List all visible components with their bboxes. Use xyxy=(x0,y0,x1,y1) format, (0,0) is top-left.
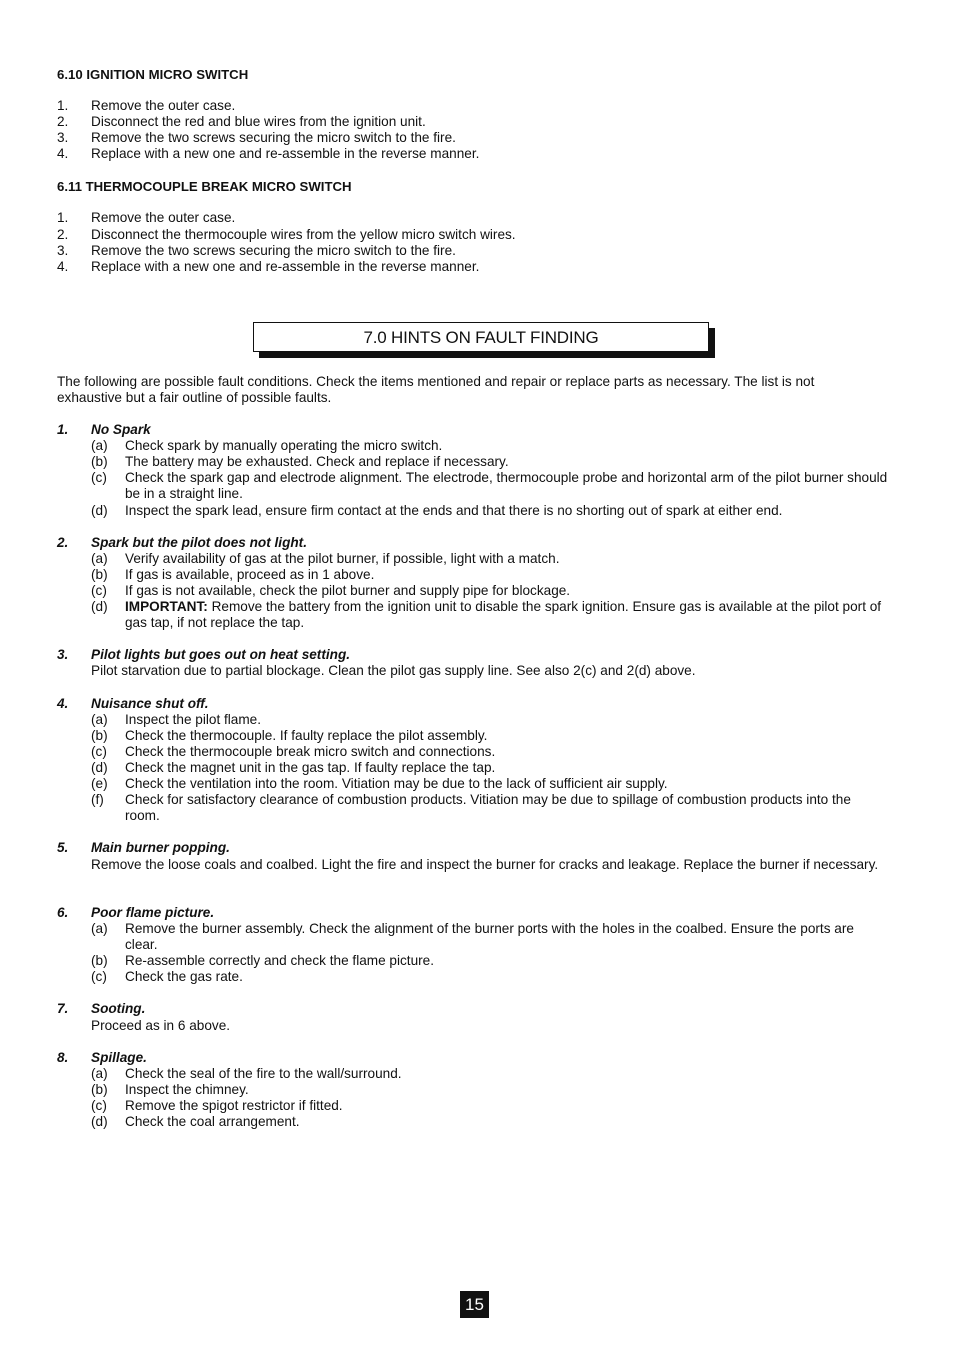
step-number: 1. xyxy=(57,98,69,113)
item-letter: (d) xyxy=(91,503,108,518)
fault-number: 2. xyxy=(57,535,69,550)
step-number: 1. xyxy=(57,210,69,225)
item-letter: (b) xyxy=(91,953,108,968)
step-text: Replace with a new one and re-assemble in the reverse manner. xyxy=(91,146,480,161)
important-text: Remove the battery from the ignition unit to disable the spark ignition. Ensure gas is available at the pilot port of gas tap, if not replace the tap. xyxy=(125,599,882,631)
item-letter: (a) xyxy=(91,438,108,453)
step-text: Disconnect the thermocouple wires from the yellow micro switch wires. xyxy=(91,227,516,242)
fault-number: 1. xyxy=(57,422,69,437)
item-letter: (d) xyxy=(91,1114,108,1129)
section-7-heading: 7.0 HINTS ON FAULT FINDING xyxy=(363,328,599,347)
item-text: Check the thermocouple. If faulty replace the pilot assembly. xyxy=(125,728,488,743)
step-text: Remove the outer case. xyxy=(91,210,236,225)
item-letter: (b) xyxy=(91,1082,108,1097)
section-6-11-heading: 6.11 THERMOCOUPLE BREAK MICRO SWITCH xyxy=(57,179,352,194)
item-text: Check the spark gap and electrode alignment. The electrode, thermocouple probe and horizontal arm of the pilot burner should be in a straight line. xyxy=(125,470,888,502)
item-letter: (c) xyxy=(91,470,107,485)
step-number: 4. xyxy=(57,259,69,274)
fault-title: Nuisance shut off. xyxy=(91,696,209,711)
fault-number: 8. xyxy=(57,1050,69,1065)
item-text: Inspect the pilot flame. xyxy=(125,712,262,727)
step-text: Remove the outer case. xyxy=(91,98,236,113)
fault-title: Spark but the pilot does not light. xyxy=(91,535,307,550)
item-text xyxy=(125,599,889,631)
step-text: Remove the two screws securing the micro switch to the fire. xyxy=(91,243,456,258)
fault-number: 3. xyxy=(57,647,69,662)
item-text: Check the coal arrangement. xyxy=(125,1114,300,1129)
fault-title: Sooting. xyxy=(91,1001,146,1016)
step-text: Disconnect the red and blue wires from the ignition unit. xyxy=(91,114,426,129)
step-number: 2. xyxy=(57,227,69,242)
intro-paragraph: The following are possible fault conditions. Check the items mentioned and repair or replace parts as necessary. The list is not exhaustive but a fair outline of possible faults. xyxy=(57,374,815,406)
item-text: Check the ventilation into the room. Vitiation may be due to the lack of sufficient air supply. xyxy=(125,776,668,791)
fault-description: Proceed as in 6 above. xyxy=(91,1018,231,1033)
fault-number: 4. xyxy=(57,696,69,711)
item-letter: (c) xyxy=(91,1098,107,1113)
item-text: Re-assemble correctly and check the flame picture. xyxy=(125,953,435,968)
item-text: Check the seal of the fire to the wall/surround. xyxy=(125,1066,402,1081)
item-letter: (b) xyxy=(91,454,108,469)
item-letter: (a) xyxy=(91,712,108,727)
item-text: Remove the burner assembly. Check the alignment of the burner ports with the holes in the coalbed. Ensure the ports are clear. xyxy=(125,921,854,953)
item-letter: (b) xyxy=(91,567,108,582)
item-letter: (b) xyxy=(91,728,108,743)
item-letter: (c) xyxy=(91,744,107,759)
step-number: 4. xyxy=(57,146,69,161)
page-number: 15 xyxy=(460,1291,489,1318)
item-text: Check the gas rate. xyxy=(125,969,243,984)
item-letter: (e) xyxy=(91,776,108,791)
fault-title: Spillage. xyxy=(91,1050,147,1065)
item-text: If gas is available, proceed as in 1 above. xyxy=(125,567,375,582)
item-text: Check the magnet unit in the gas tap. If faulty replace the tap. xyxy=(125,760,496,775)
item-text: If gas is not available, check the pilot burner and supply pipe for blockage. xyxy=(125,583,571,598)
item-letter: (f) xyxy=(91,792,104,807)
fault-number: 7. xyxy=(57,1001,69,1016)
item-text: Check the thermocouple break micro switch and connections. xyxy=(125,744,496,759)
item-text: The battery may be exhausted. Check and replace if necessary. xyxy=(125,454,509,469)
item-text: Verify availability of gas at the pilot burner, if possible, light with a match. xyxy=(125,551,560,566)
step-number: 2. xyxy=(57,114,69,129)
item-text: Remove the spigot restrictor if fitted. xyxy=(125,1098,343,1113)
fault-number: 6. xyxy=(57,905,69,920)
fault-description: Remove the loose coals and coalbed. Light the fire and inspect the burner for cracks and leakage. Replace the burner if necessary. xyxy=(91,857,879,872)
item-letter: (c) xyxy=(91,969,107,984)
step-number: 3. xyxy=(57,243,69,258)
item-letter: (a) xyxy=(91,551,108,566)
item-letter: (a) xyxy=(91,1066,108,1081)
item-text: Check spark by manually operating the micro switch. xyxy=(125,438,443,453)
fault-title: Poor flame picture. xyxy=(91,905,215,920)
item-letter: (d) xyxy=(91,760,108,775)
item-text: Inspect the chimney. xyxy=(125,1082,249,1097)
step-number: 3. xyxy=(57,130,69,145)
fault-title: Main burner popping. xyxy=(91,840,230,855)
item-letter: (a) xyxy=(91,921,108,936)
section-banner xyxy=(253,322,709,352)
item-letter: (d) xyxy=(91,599,108,614)
fault-number: 5. xyxy=(57,840,69,855)
fault-title: Pilot lights but goes out on heat setting. xyxy=(91,647,351,662)
step-text: Replace with a new one and re-assemble in the reverse manner. xyxy=(91,259,480,274)
important-label: IMPORTANT: xyxy=(125,599,208,614)
section-6-10-heading: 6.10 IGNITION MICRO SWITCH xyxy=(57,67,249,82)
fault-description: Pilot starvation due to partial blockage. Clean the pilot gas supply line. See also 2(c) and 2(d) above. xyxy=(91,663,696,678)
fault-title: No Spark xyxy=(91,422,151,437)
item-letter: (c) xyxy=(91,583,107,598)
step-text: Remove the two screws securing the micro switch to the fire. xyxy=(91,130,456,145)
item-text: Inspect the spark lead, ensure firm contact at the ends and that there is no shorting out of spark at either end. xyxy=(125,503,783,518)
item-text: Check for satisfactory clearance of combustion products. Vitiation may be due to spillage of combustion products into the room. xyxy=(125,792,851,824)
